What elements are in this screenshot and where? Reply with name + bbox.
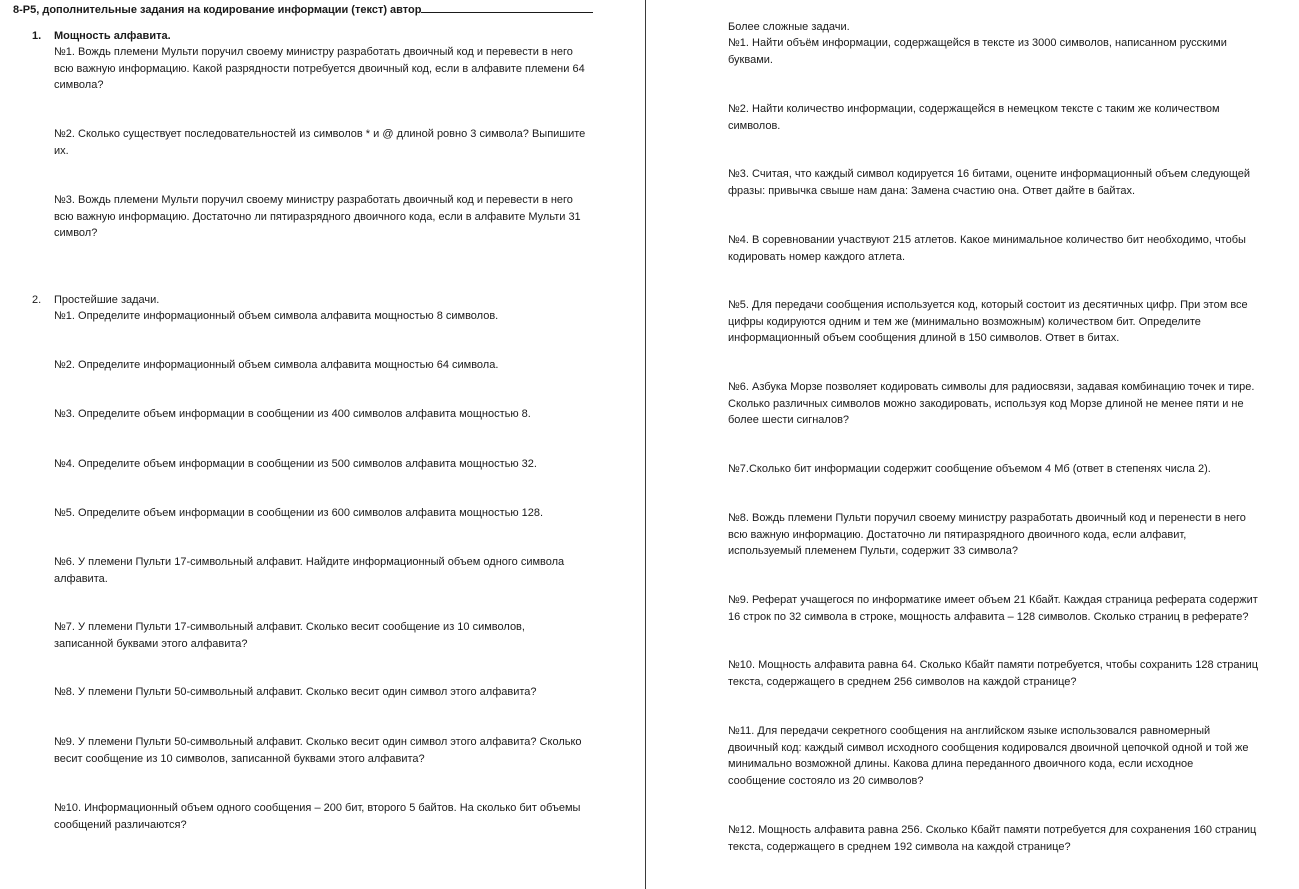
task-block bbox=[54, 192, 581, 242]
task-line: №3. Считая, что каждый символ кодируется 16 битами, оцените информационный объем следующей bbox=[728, 168, 1251, 180]
task-line: информационный объем сообщения длиной в 150 символов. Ответ в битах. bbox=[728, 332, 1120, 344]
task-block bbox=[54, 126, 585, 159]
left-page bbox=[0, 0, 645, 889]
task-line: цифры кодируются одним и тем же (минимально возможным) количеством бит. Определите bbox=[728, 315, 1201, 328]
task-block bbox=[728, 592, 1258, 625]
task-line: №1. Вождь племени Мульти поручил своему министру разработать двоичный код и перевести в него bbox=[54, 46, 573, 58]
task-line: №1. Определите информационный объем символа алфавита мощностью 8 символов. bbox=[54, 310, 499, 322]
task-line: всю важную информацию. Какой разрядности потребуется двоичный код, если в алфавите племени 64 bbox=[54, 62, 585, 75]
task-block bbox=[728, 297, 1248, 347]
task-block bbox=[728, 379, 1254, 429]
task-line: их. bbox=[54, 144, 69, 157]
task-line: текста, содержащего в среднем 192 символа на каждой странице? bbox=[728, 840, 1071, 853]
task-line: буквами. bbox=[728, 53, 773, 66]
task-line: сообщений различаются? bbox=[54, 818, 187, 831]
document-title-text: 8-Р5, дополнительные задания на кодирование информации (текст) автор bbox=[13, 4, 422, 16]
task-block bbox=[728, 166, 1250, 199]
task-line: №2. Сколько существует последовательностей из символов * и @ длиной ровно 3 символа? Выпишите bbox=[54, 128, 586, 140]
author-blank-line bbox=[421, 2, 593, 13]
task-line: №8. Вождь племени Пульти поручил своему министру разработать двоичный код и перенести в него bbox=[728, 512, 1246, 524]
task-block bbox=[54, 357, 498, 374]
task-line: №8. У племени Пульти 50-символьный алфавит. Сколько весит один символ этого алфавита? bbox=[54, 686, 537, 698]
task-line: №9. Реферат учащегося по информатике имеет объем 21 Кбайт. Каждая страница реферата содержит bbox=[728, 594, 1258, 606]
task-block bbox=[54, 684, 537, 701]
task-line: №3. Вождь племени Мульти поручил своему министру разработать двоичный код и перевести в него bbox=[54, 194, 573, 206]
task-line: №12. Мощность алфавита равна 256. Сколько Кбайт памяти потребуется для сохранения 160 страниц bbox=[728, 824, 1257, 836]
task-block bbox=[728, 101, 1220, 134]
task-line: №7.Сколько бит информации содержит сообщение объемом 4 Мб (ответ в степенях числа 2). bbox=[728, 463, 1211, 475]
task-block bbox=[728, 461, 1211, 478]
task-line: кодировать номер каждого атлета. bbox=[728, 250, 906, 263]
document-title bbox=[13, 2, 593, 19]
task-block bbox=[54, 734, 582, 767]
task-block bbox=[54, 554, 564, 587]
task-line: №9. У племени Пульти 50-символьный алфавит. Сколько весит один символ этого алфавита? Сколько bbox=[54, 736, 582, 748]
task-block bbox=[728, 35, 1227, 68]
task-line: №4. В соревновании участвуют 215 атлетов. Какое минимальное количество бит необходимо, чтобы bbox=[728, 234, 1246, 246]
task-line: №10. Информационный объем одного сообщения – 200 бит, второго 5 байтов. На сколько бит объемы bbox=[54, 802, 581, 814]
right-page bbox=[646, 0, 1299, 889]
task-line: фразы: привычка свыше нам дана: Замена счастию она. Ответ дайте в байтах. bbox=[728, 184, 1136, 197]
task-line: минимально возможной длины. Какова длина переданного двоичного кода, если исходное bbox=[728, 758, 1194, 770]
task-line: алфавита. bbox=[54, 572, 108, 585]
task-line: символов. bbox=[728, 119, 781, 132]
task-line: №2. Найти количество информации, содержащейся в немецком тексте с таким же количеством bbox=[728, 103, 1220, 115]
task-line: №1. Найти объём информации, содержащейся в тексте из 3000 символов, написанном русскими bbox=[728, 37, 1227, 49]
task-line: всю важную информацию. Достаточно ли пятиразрядного двоичного кода, если в алфавите Мульти 31 bbox=[54, 210, 581, 223]
task-line: №6. У племени Пульти 17-символьный алфавит. Найдите информационный объем одного символа bbox=[54, 556, 565, 568]
task-block bbox=[728, 510, 1246, 560]
task-line: №2. Определите информационный объем символа алфавита мощностью 64 символа. bbox=[54, 359, 499, 371]
task-block bbox=[728, 232, 1246, 265]
task-block bbox=[728, 723, 1249, 789]
task-line: более шести сигналов? bbox=[728, 414, 850, 426]
section-2-heading: Простейшие задачи. bbox=[54, 294, 160, 306]
task-line: всю важную информацию. Достаточно ли пятиразрядного двоичного кода, если алфавит, bbox=[728, 528, 1187, 541]
task-line: весит сообщение из 10 символов, записанной буквами этого алфавита? bbox=[54, 752, 425, 765]
section-1-heading: Мощность алфавита. bbox=[54, 30, 171, 42]
task-block bbox=[54, 308, 498, 325]
task-line: №10. Мощность алфавита равна 64. Сколько Кбайт памяти потребуется, чтобы сохранить 128 страниц bbox=[728, 659, 1259, 671]
task-line: №5. Для передачи сообщения используется код, который состоит из десятичных цифр. При этом все bbox=[728, 299, 1248, 311]
task-block bbox=[54, 619, 525, 652]
task-line: №4. Определите объем информации в сообщении из 500 символов алфавита мощностью 32. bbox=[54, 458, 537, 470]
right-heading: Более сложные задачи. bbox=[728, 21, 850, 33]
task-block bbox=[728, 822, 1256, 855]
task-line: №5. Определите объем информации в сообщении из 600 символов алфавита мощностью 128. bbox=[54, 507, 544, 519]
task-line: двоичный код: каждый символ исходного сообщения кодировался двоичной цепочкой одной и той же bbox=[728, 741, 1249, 754]
task-line: №7. У племени Пульти 17-символьный алфавит. Сколько весит сообщение из 10 символов, bbox=[54, 621, 525, 633]
task-line: Сколько различных символов можно закодировать, используя код Морзе длиной не менее пяти и не bbox=[728, 397, 1244, 410]
task-line: используемый племенем Пульти, содержит 33 символа? bbox=[728, 545, 1018, 557]
task-line: №6. Азбука Морзе позволяет кодировать символы для радиосвязи, задавая комбинацию точек и тире. bbox=[728, 381, 1255, 393]
task-line: символ? bbox=[54, 227, 98, 239]
task-line: записанной буквами этого алфавита? bbox=[54, 637, 248, 650]
task-line: 16 строк по 32 символа в строке, мощность алфавита – 128 символов. Сколько страниц в реферате? bbox=[728, 610, 1249, 623]
task-block bbox=[728, 657, 1258, 690]
task-block bbox=[54, 505, 543, 522]
task-block bbox=[54, 44, 585, 94]
task-block bbox=[54, 456, 537, 473]
task-line: символа? bbox=[54, 79, 104, 91]
task-line: текста, содержащего в среднем 256 символов на каждой странице? bbox=[728, 675, 1077, 688]
section-1-number: 1. bbox=[32, 30, 42, 42]
task-line: сообщение состояло из 20 символов? bbox=[728, 774, 924, 787]
task-line: №3. Определите объем информации в сообщении из 400 символов алфавита мощностью 8. bbox=[54, 408, 531, 420]
section-2-number: 2. bbox=[32, 294, 42, 306]
task-block bbox=[54, 406, 531, 423]
task-line: №11. Для передачи секретного сообщения на английском языке использовался равномерный bbox=[728, 725, 1211, 737]
task-block bbox=[54, 800, 580, 833]
